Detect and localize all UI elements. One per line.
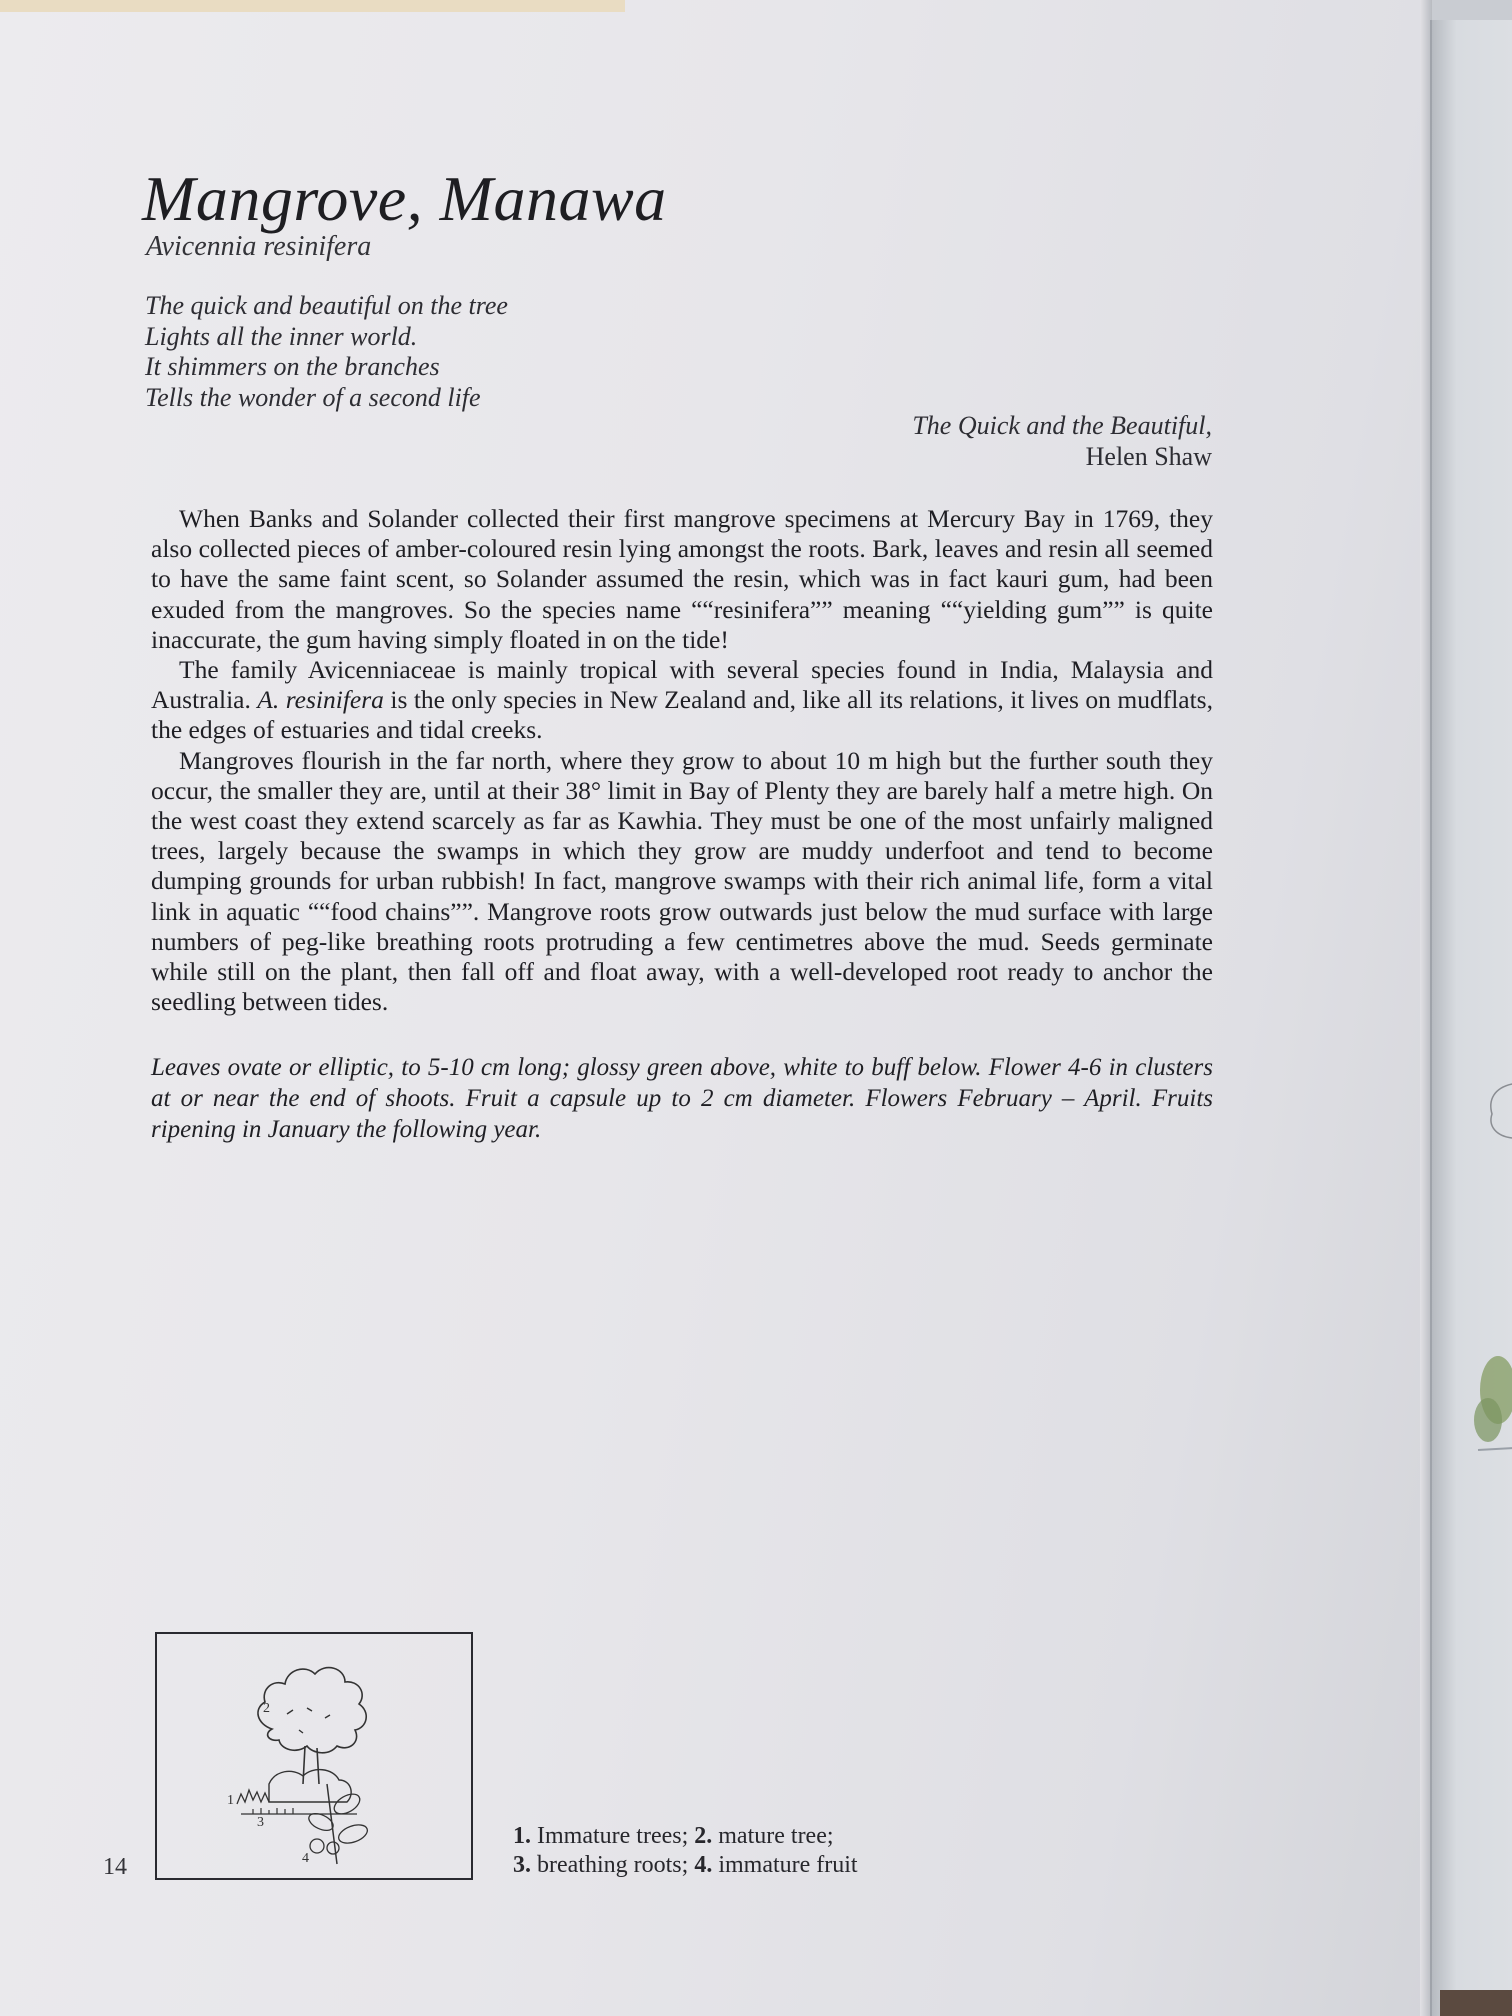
callout-2: 2 [263,1701,270,1716]
scientific-name: Avicennia resinifera [146,231,372,262]
botanical-description: Leaves ovate or elliptic, to 5-10 cm long; glossy green above, white to buff below. Flower 4-6 in clusters at or near the end of shoots. Fruit a capsule up to 2 cm diameter. Flowers February – April. Fruits ripening in January the following year. [151,1054,1213,1143]
page-number: 14 [103,1854,127,1880]
caption-text: mature tree; [712,1823,834,1849]
poem-author: Helen Shaw [1085,442,1212,471]
poem-line: Lights all the inner world. [145,321,418,351]
callout-3: 3 [257,1815,264,1830]
caption-text: breathing roots; [531,1852,695,1878]
paragraph [151,655,1213,746]
caption-text: immature fruit [712,1852,858,1878]
caption-number: 4. [694,1852,713,1878]
species-name: A. resinifera [257,685,384,715]
caption-number: 3. [513,1852,531,1878]
paragraph: When Banks and Solander collected their first mangrove specimens at Mercury Bay in 1769, they also collected pieces of amber-coloured resin lying amongst the roots. Bark, leaves and resin all seemed to have the same faint scent, so Solander assumed the resin, which was in fact kauri gum, had been exuded from the mangroves. So the species name ““resinifera”” meaning ““yielding gum”” is quite inaccurate, the gum having simply floated in on the tide! [151,504,1213,654]
poem-citation [700,410,1212,472]
adjacent-page-edge [1430,20,1512,2016]
adjacent-illustration-outline [1484,1080,1512,1140]
caption-number: 2. [694,1823,713,1849]
top-paper-strip [0,0,625,12]
callout-4: 4 [302,1851,309,1866]
body-text [151,504,1213,1017]
paragraph-text: is the only species in New Zealand and, like all its relations, it lives on mudflats, the edges of estuaries and tidal creeks. [151,685,1213,745]
caption-line [513,1851,858,1880]
paragraph-text: The family Avicenniaceae is mainly tropical with several species found in India, Malaysia and Australia. [151,655,1213,715]
callout-1: 1 [227,1793,234,1808]
poem-excerpt [145,291,508,413]
illustration-key-diagram [155,1632,473,1880]
adjacent-illustration-foliage [1468,1350,1512,1460]
caption-line [513,1822,858,1851]
caption-text: Immature trees; [531,1823,695,1849]
poem-line: Tells the wonder of a second life [145,382,481,412]
poem-line: The quick and beautiful on the tree [145,291,508,320]
illustration-caption [513,1822,858,1880]
poem-line: It shimmers on the branches [145,352,440,381]
poem-source: The Quick and the Beautiful, [912,411,1212,440]
tree-outline-drawing [157,1634,471,1878]
caption-number: 1. [513,1823,531,1849]
page-title: Mangrove, Manawa [142,163,667,234]
book-cover-edge [1440,1990,1512,2016]
paragraph: Mangroves flourish in the far north, where they grow to about 10 m high but the further south they occur, the smaller they are, until at their 38° limit in Bay of Plenty they are barely half a metre high. On the west coast they extend scarcely as far as Kawhia. They must be one of the most unfairly maligned trees, largely because the swamps in which they grow are muddy underfoot and tend to become dumping grounds for urban rubbish! In fact, mangrove swamps with their rich animal life, form a vital link in aquatic ““food chains””. Mangrove roots grow outwards just below the mud surface with large numbers of peg-like breathing roots protruding a few centimetres above the mud. Seeds germinate while still on the plant, then fall off and float away, with a well-developed root ready to anchor the seedling between tides. [151,745,1213,1017]
